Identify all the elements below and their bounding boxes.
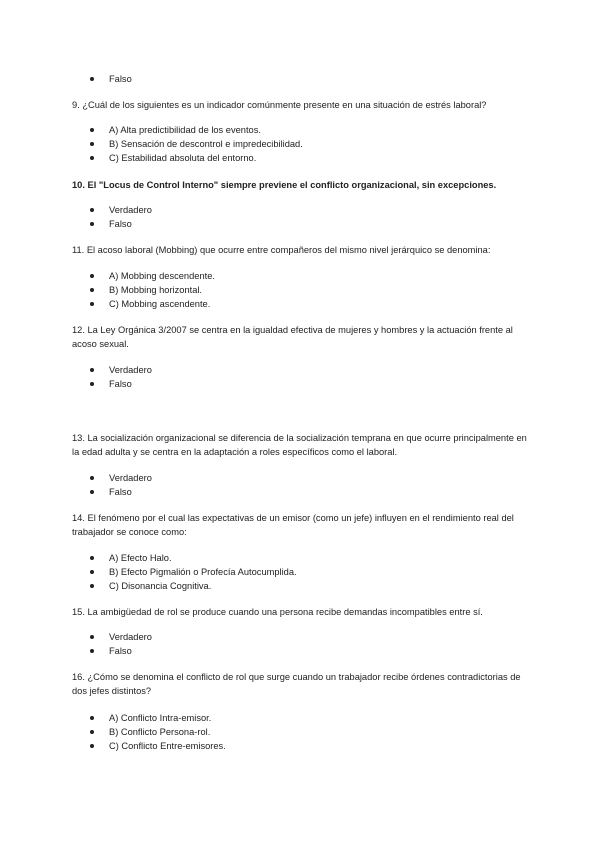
answer-options	[88, 72, 132, 86]
answer-option: Verdadero	[88, 363, 152, 377]
answer-option: B) Sensación de descontrol e impredecibilidad.	[88, 137, 303, 151]
question-text: 11. El acoso laboral (Mobbing) que ocurre entre compañeros del mismo nivel jerárquico se denomina:	[72, 245, 491, 255]
answer-option: Falso	[88, 644, 152, 658]
question-text: 13. La socialización organizacional se diferencia de la socialización temprana en que ocurre principalmente en la edad adulta y se centra en la adaptación a roles específicos como el laboral.	[72, 433, 527, 457]
question-text: 15. La ambigüedad de rol se produce cuando una persona recibe demandas incompatibles entre sí.	[72, 607, 483, 617]
answer-option: C) Mobbing ascendente.	[88, 297, 215, 311]
question-text: 12. La Ley Orgánica 3/2007 se centra en la igualdad efectiva de mujeres y hombres y la actuación frente al acoso sexual.	[72, 325, 513, 349]
answer-option: Verdadero	[88, 471, 152, 485]
answer-options	[88, 203, 152, 231]
answer-option: Verdadero	[88, 630, 152, 644]
answer-option: Falso	[88, 72, 132, 86]
question-text: 16. ¿Cómo se denomina el conflicto de rol que surge cuando un trabajador recibe órdenes contradictorias de dos jefes distintos?	[72, 672, 521, 696]
question-text: 10. El "Locus de Control Interno" siempre previene el conflicto organizacional, sin excepciones.	[72, 180, 497, 190]
answer-options	[88, 269, 215, 311]
answer-option: Verdadero	[88, 203, 152, 217]
answer-options	[88, 123, 303, 165]
answer-options	[88, 471, 152, 499]
answer-option: Falso	[88, 377, 152, 391]
answer-options	[88, 363, 152, 391]
answer-options	[88, 711, 226, 753]
question-text: 14. El fenómeno por el cual las expectativas de un emisor (como un jefe) influyen en el rendimiento real del trabajador se conoce como:	[72, 513, 514, 537]
answer-option: B) Mobbing horizontal.	[88, 283, 215, 297]
answer-option: Falso	[88, 485, 152, 499]
answer-option: C) Conflicto Entre-emisores.	[88, 739, 226, 753]
answer-option: A) Efecto Halo.	[88, 551, 297, 565]
question-text: 9. ¿Cuál de los siguientes es un indicador comúnmente presente en una situación de estrés laboral?	[72, 100, 487, 110]
answer-options	[88, 551, 297, 593]
answer-option: A) Mobbing descendente.	[88, 269, 215, 283]
answer-option: Falso	[88, 217, 152, 231]
answer-option: A) Conflicto Intra-emisor.	[88, 711, 226, 725]
answer-option: B) Conflicto Persona-rol.	[88, 725, 226, 739]
answer-option: C) Estabilidad absoluta del entorno.	[88, 151, 303, 165]
answer-option: C) Disonancia Cognitiva.	[88, 579, 297, 593]
answer-option: A) Alta predictibilidad de los eventos.	[88, 123, 303, 137]
answer-option: B) Efecto Pigmalión o Profecía Autocumplida.	[88, 565, 297, 579]
answer-options	[88, 630, 152, 658]
